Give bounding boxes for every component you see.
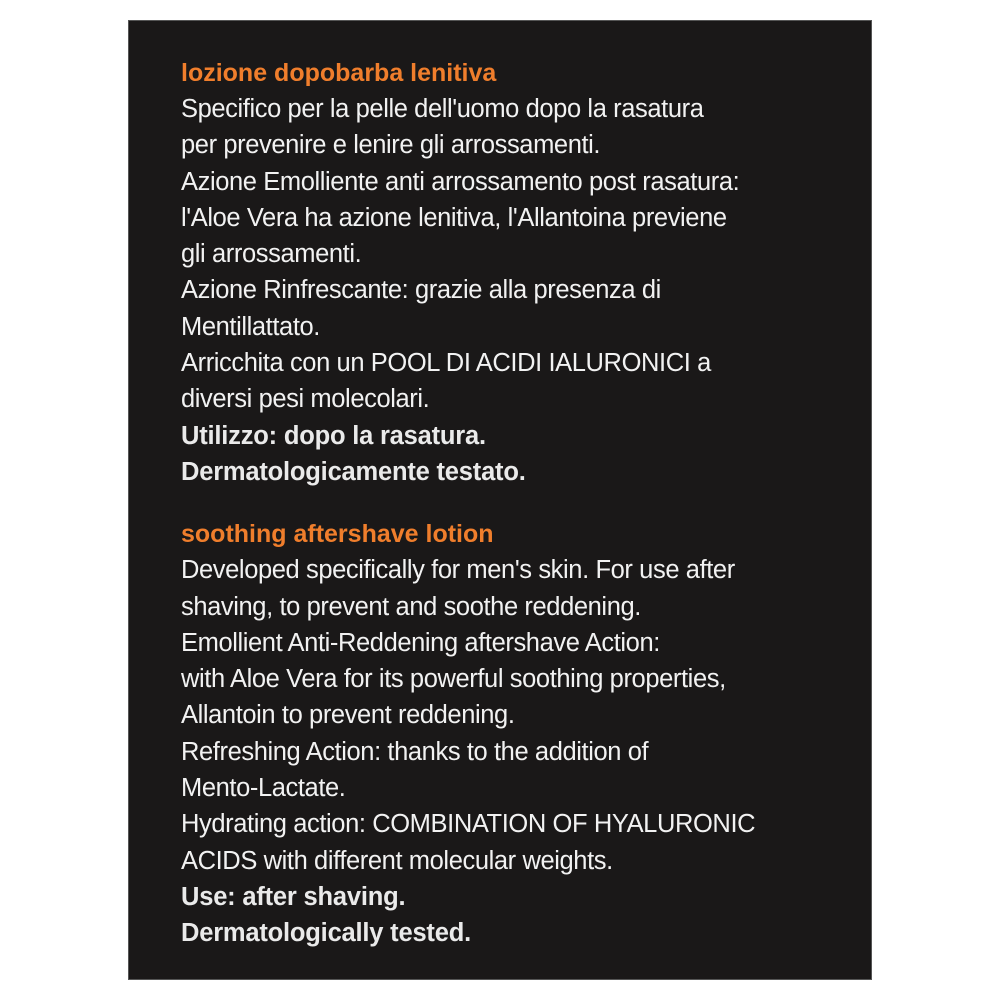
italian-line: Azione Rinfrescante: grazie alla presenza di [181,276,661,305]
product-label-panel [128,20,872,980]
italian-usage: Utilizzo: dopo la rasatura. [181,421,486,450]
italian-line: Azione Emolliente anti arrossamento post rasatura: [181,167,740,196]
english-title: soothing aftershave lotion [181,520,494,549]
italian-line: Arricchita con un POOL DI ACIDI IALURONICI a [181,349,711,378]
english-line: Mento-Lactate. [181,774,346,803]
english-line: Allantoin to prevent reddening. [181,701,515,730]
italian-line: l'Aloe Vera ha azione lenitiva, l'Allantoina previene [181,203,727,232]
english-section [181,516,861,951]
english-line: with Aloe Vera for its powerful soothing properties, [181,665,726,694]
english-dermatology-note: Dermatologically tested. [181,919,471,948]
italian-line: per prevenire e lenire gli arrossamenti. [181,131,601,160]
italian-line: gli arrossamenti. [181,240,362,269]
italian-line: Mentillattato. [181,312,320,341]
italian-line: diversi pesi molecolari. [181,385,430,414]
english-line: Emollient Anti-Reddening aftershave Action: [181,628,660,657]
english-line: ACIDS with different molecular weights. [181,846,613,875]
italian-dermatology-note: Dermatologicamente testato. [181,457,526,486]
english-line: Hydrating action: COMBINATION OF HYALURONIC [181,810,756,839]
italian-section [181,55,861,490]
italian-line: Specifico per la pelle dell'uomo dopo la rasatura [181,95,704,123]
section-spacer [181,490,861,516]
english-line: shaving, to prevent and soothe reddening. [181,592,641,621]
italian-title: lozione dopobarba lenitiva [181,59,497,87]
english-line: Refreshing Action: thanks to the addition of [181,737,649,766]
english-line: Developed specifically for men's skin. For use after [181,556,735,585]
label-content [181,55,861,952]
english-usage: Use: after shaving. [181,882,406,911]
